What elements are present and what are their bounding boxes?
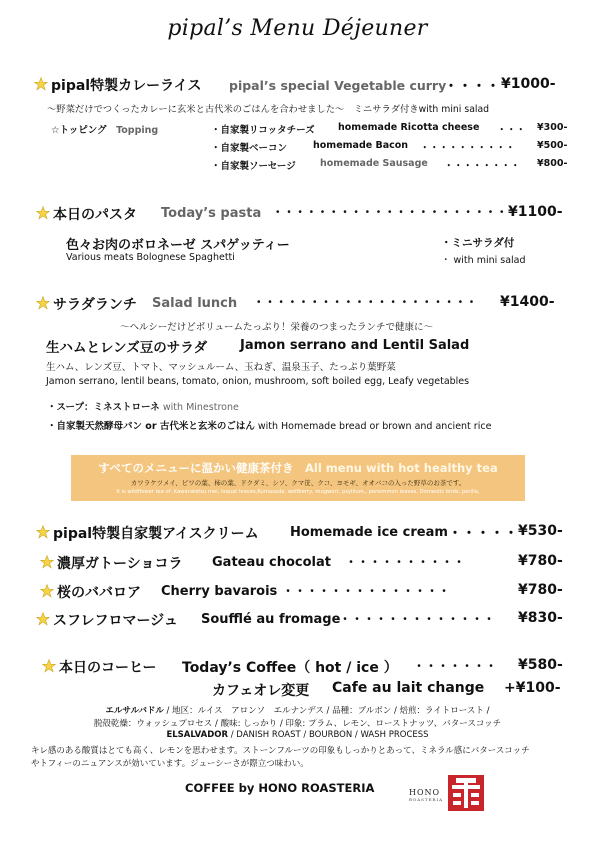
topping-bacon-en: homemade Bacon [313,140,409,151]
topping-bacon-price: ¥500- [537,140,568,151]
dessert-item [36,523,259,543]
dessert-item [40,582,141,602]
star-icon [36,525,50,539]
dessert-name-jp: スフレフロマージュ [53,613,178,629]
menu-title: pipal’s Menu Déjeuner [167,16,428,41]
dessert-price: ¥530- [518,523,563,539]
topping-sausage-price: ¥800- [537,158,568,169]
healthy-tea-banner [71,455,525,501]
hono-roasteria-logo: HONO ROASTERIA [409,788,443,802]
dessert-dots: ・・・・・ [448,526,518,542]
salad-dish-en: Jamon serrano and Lentil Salad [240,338,470,353]
dessert-name-en: Soufflé au fromage [201,612,341,627]
cafe-au-lait-price: +¥100- [504,680,561,696]
coffee-heading [42,657,156,677]
topping-label: ☆トッピング Topping [51,125,159,136]
pasta-dish-en: Various meats Bolognese Spaghetti [66,252,235,263]
dessert-name-en: Gateau chocolat [212,555,331,570]
salad-ingredients-en: Jamon serrano, lentil beans, tomato, onion, mushroom, soft boiled egg, Leafy vegetables [46,376,470,387]
star-icon [40,584,54,598]
pasta-side-en: ・ with mini salad [441,255,526,266]
salad-dish-jp: 生ハムとレンズ豆のサラダ [46,340,208,356]
coffee-name-jp: 本日のコーヒー [59,660,157,676]
topping-ricotta-jp: ・自家製リコッタチーズ [211,125,315,136]
pasta-name-en: Today’s pasta [161,206,262,221]
curry-description: 〜野菜だけでつくったカレーに玄米と古代米のごはんを合わせました〜 ミニサラダ付きwith mini salad [47,104,490,115]
pasta-name-jp: 本日のパスタ [53,207,137,223]
curry-price: ¥1000- [501,76,556,92]
topping-sausage-en: homemade Sausage [320,158,428,169]
roaster-credit: COFFEE by HONO ROASTERIA [185,781,375,795]
curry-name-jp: pipal特製カレーライス [51,78,202,94]
dessert-price: ¥830- [518,610,563,626]
curry-heading [34,75,202,95]
star-icon [34,77,48,91]
topping-bacon-jp: ・自家製ベーコン [211,143,288,154]
dessert-name-jp: pipal特製自家製アイスクリーム [53,526,259,542]
banner-headline: すべてのメニューに温かい健康茶付き All menu with hot healthy tea [98,461,498,475]
curry-dots: ・・・・ [444,79,500,95]
dessert-dots: ・・・・・・・・・・ [345,555,466,569]
coffee-dots: ・・・・・・・ [413,659,498,673]
salad-description: 〜ヘルシーだけどボリュームたっぷり！栄養のつまったランチで健康に〜 [120,322,433,333]
dessert-dots: ・・・・・・・・・・・・・ [339,612,496,626]
salad-bread: ・自家製天然酵母パン or 古代米と玄米のごはん with Homemade bread or brown and ancient rice [47,421,492,432]
pasta-dots: ・・・・・・・・・・・・・・・・・・・・・ [272,205,508,219]
star-icon [36,612,50,626]
dessert-item [36,610,178,630]
curry-name-en: pipal’s special Vegetable curry [229,78,447,93]
hono-logo-mark-icon [448,775,484,811]
banner-tea-ingredients-jp: カワラケツメイ、ビワの葉、柿の葉、ドクダミ、シソ、クマ笹、クコ、ヨモギ、オオバコの入った野草のお茶です。 [130,479,466,487]
dessert-name-en: Cherry bavarois [161,584,278,599]
topping-sausage-jp: ・自家製ソーセージ [211,161,296,172]
star-icon [42,659,56,673]
topping-sausage-dots: ・・・・・・・・ [444,161,521,172]
coffee-origin-line-2: 脱殻乾燥：ウォッシュプロセス / 酸味: しっかり / 印象: プラム、レモン、ローストナッツ、バタースコッチ [93,719,502,729]
salad-soup: ・スープ：ミネストローネ with Minestrone [47,402,239,413]
coffee-origin-line-1: エルサルバドル / 地区：ルイス アロンソ エルナンデス / 品種：ブルボン / 焙煎：ライトロースト / [105,706,490,716]
dessert-dots: ・・・・・・・・・・・・・・ [282,584,451,598]
cafe-au-lait-en: Cafe au lait change [332,680,485,696]
salad-dots: ・・・・・・・・・・・・・・・・・・・・ [253,295,477,309]
coffee-origin-line-3: ELSALVADOR / DANISH ROAST / BOURBON / WASH PROCESS [166,730,429,740]
dessert-price: ¥780- [518,582,563,598]
pasta-price: ¥1100- [508,204,563,220]
pasta-dish-jp: 色々お肉のボロネーゼ スパゲッティー [66,238,290,253]
coffee-name-en: Today’s Coffee（ hot / ice ） [182,660,398,676]
topping-bacon-dots: ・・・・・・・・・・ [420,143,516,154]
cafe-au-lait-jp: カフェオレ変更 [212,683,310,699]
banner-tea-ingredients-en: It is wildflower tea of ,Kawaratetsu mei, loquat leaves,Kumasada, wolfberry, mugwort, psyllium,, persimmon leaves, Domestic birds, perilla, [116,489,480,495]
dessert-price: ¥780- [518,553,563,569]
star-icon [36,296,50,310]
salad-price: ¥1400- [500,294,555,310]
salad-name-jp: サラダランチ [53,297,137,313]
dessert-name-jp: 濃厚ガトーショコラ [57,556,183,572]
star-icon [36,206,50,220]
star-icon [40,555,54,569]
pasta-side-jp: ・ミニサラダ付 [441,237,515,249]
dessert-name-en: Homemade ice cream [290,525,448,540]
dessert-name-jp: 桜のババロア [57,585,141,601]
salad-ingredients-jp: 生ハム、レンズ豆、トマト、マッシュルーム、玉ねぎ、温泉玉子、たっぷり葉野菜 [46,362,396,373]
salad-name-en: Salad lunch [152,296,238,311]
salad-heading [36,294,137,314]
coffee-price: ¥580- [518,657,563,673]
topping-ricotta-dots: ・・・ [497,125,526,136]
dessert-item [40,553,182,573]
pasta-heading [36,204,137,224]
coffee-tasting-notes: キレ感のある酸質はとても高く、レモンを思わせます。ストーンフルーツの印象もしっかりとあって、ミネラル感にバタースコッチ やトフィーのニュアンスが効いています。ジューシーさが際立つ味わい。 [31,746,530,769]
topping-ricotta-en: homemade Ricotta cheese [338,122,480,133]
topping-ricotta-price: ¥300- [537,122,568,133]
